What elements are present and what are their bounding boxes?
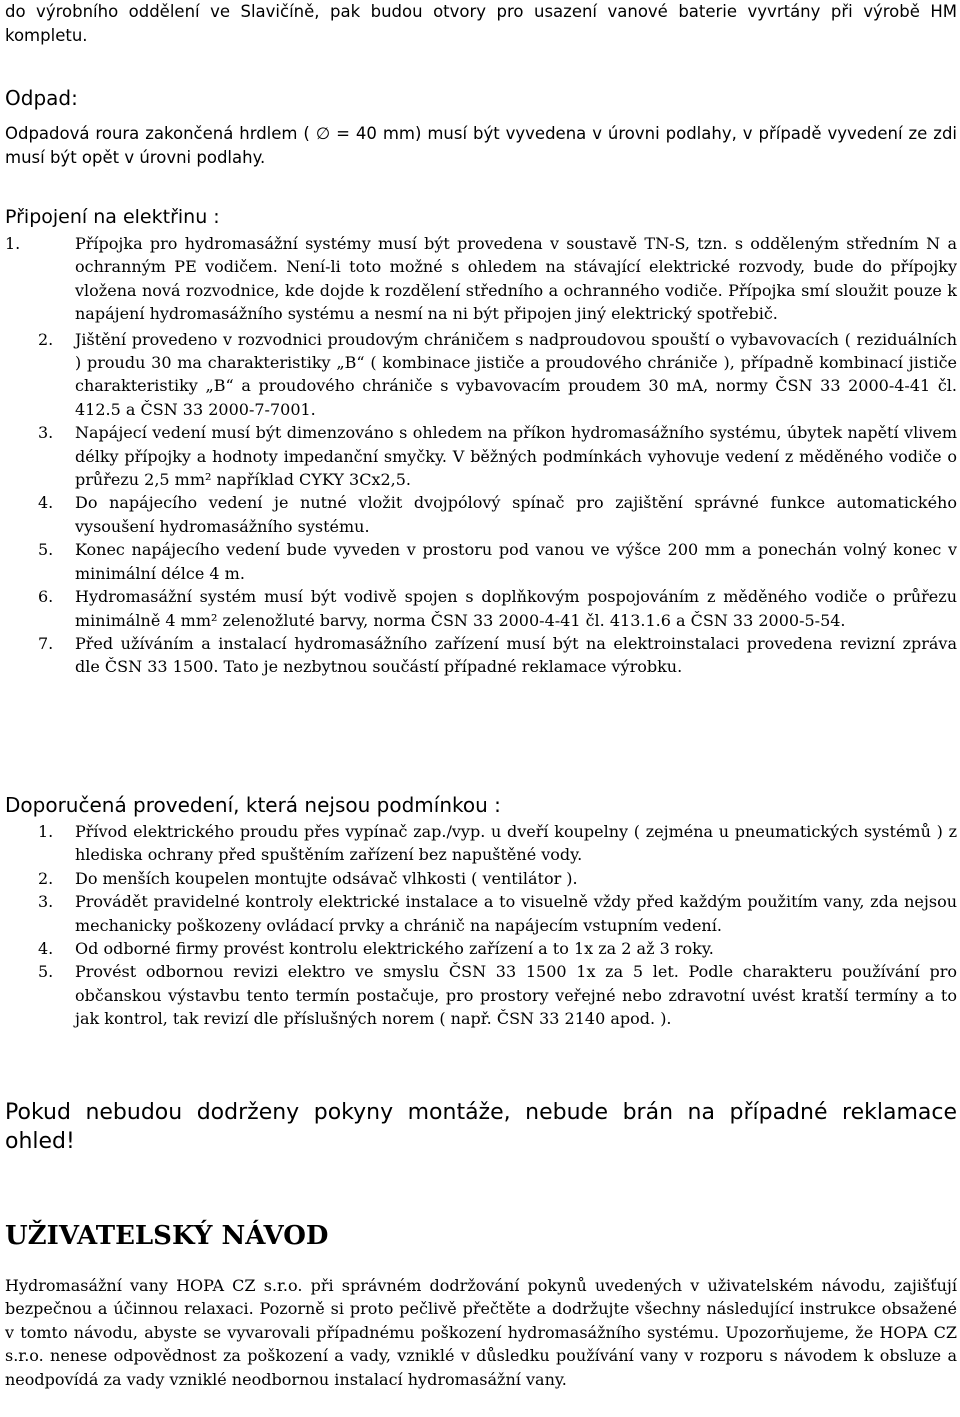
item-number: 4.	[38, 939, 54, 959]
electric-item	[5, 421, 957, 491]
item-number: 7.	[38, 633, 54, 653]
recommended-item	[5, 890, 957, 937]
item-number: 5.	[38, 962, 54, 982]
item-text: Jištění provedeno v rozvodnici proudovým chráničem s nadproudovou spouští o vybavovacích ( reziduálních ) proudu 30 ma charakteristiky „B“ ( kombinace jističe a proudového chrániče ), případně kombinací jističe charakteristiky „B“ a proudového chrániče s vybavovacím proudem 30 mA, normy ČSN 33 2000-4-41 čl. 412.5 a ČSN 33 2000-7-7001.	[75, 329, 957, 419]
item-text: Napájecí vedení musí být dimenzováno s ohledem na příkon hydromasážního systému, úbytek napětí vlivem délky přípojky a hodnoty impedanční smyčky. V běžných podmínkách vyhovuje vedení z měděného vodiče o průřezu 2,5 mm² například CYKY 3Cx2,5.	[75, 423, 957, 490]
electric-item	[5, 585, 957, 632]
item-text: Do menších koupelen montujte odsávač vlhkosti ( ventilátor ).	[75, 868, 578, 888]
recommended-item	[5, 820, 957, 867]
item-number: 1.	[5, 234, 21, 253]
recommended-item	[5, 960, 957, 1030]
item-number: 6.	[38, 587, 54, 607]
item-number: 2.	[38, 868, 54, 888]
item-number: 1.	[38, 822, 54, 841]
electric-item	[5, 232, 957, 326]
odpad-paragraph: Odpadová roura zakončená hrdlem ( ∅ = 40 mm) musí být vyvedena v úrovni podlahy, v případě vyvedení ze zdi musí být opět v úrovni podlahy.	[5, 124, 957, 167]
item-number: 3.	[38, 423, 54, 443]
electric-list	[5, 232, 957, 679]
item-number: 2.	[38, 329, 54, 349]
recommended-heading: Doporučená provedení, která nejsou podmínkou :	[5, 793, 501, 817]
item-text: Hydromasážní systém musí být vodivě spojen s doplňkovým pospojováním z měděného vodiče o průřezu minimálně 4 mm² zelenožluté barvy, norma ČSN 33 2000-4-41 čl. 413.1.6 a ČSN 33 2000-5-54.	[75, 587, 957, 630]
electric-item	[5, 632, 957, 679]
intro-paragraph: do výrobního oddělení ve Slavičíně, pak budou otvory pro usazení vanové baterie vyvrtány při výrobě HM kompletu.	[5, 2, 957, 45]
item-text: Přívod elektrického proudu přes vypínač zap./vyp. u dveří koupelny ( zejména u pneumatických systémů ) z hlediska ochrany před spuštěním zařízení bez napuštěné vody.	[75, 822, 957, 865]
item-text: Od odborné firmy provést kontrolu elektrického zařízení a to 1x za 2 až 3 roky.	[75, 939, 714, 959]
recommended-item	[5, 937, 957, 960]
item-number: 5.	[38, 540, 54, 560]
item-text: Do napájecího vedení je nutné vložit dvojpólový spínač pro zajištění správné funkce automatického vysoušení hydromasážního systému.	[75, 493, 957, 536]
item-text: Konec napájecího vedení bude vyveden v prostoru pod vanou ve výšce 200 mm a ponechán volný konec v minimální délce 4 m.	[75, 540, 957, 583]
item-number: 4.	[38, 493, 54, 513]
item-text: Provést odbornou revizi elektro ve smyslu ČSN 33 1500 1x za 5 let. Podle charakteru používání pro občanskou výstavbu tento termín postačuje, pro prostory veřejné nebo zdravotní uvést kratší termíny a to jak kontrol, tak revizí dle příslušných norem ( např. ČSN 33 2140 apod. ).	[75, 962, 957, 1029]
item-text: Přípojka pro hydromasážní systémy musí být provedena v soustavě TN-S, tzn. s odděleným středním N a ochranným PE vodičem. Není-li toto možné s ohledem na stávající elektrické rozvody, bude do přípojky vložena nová rozvodnice, kde dojde k rozdělení středního a ochranného vodiče. Přípojka smí sloužit pouze k napájení hydromasážního systému a nesmí na ni být připojen jiný elektrický spotřebič.	[75, 234, 957, 324]
manual-title: UŽIVATELSKÝ NÁVOD	[5, 1221, 329, 1251]
item-text: Před užíváním a instalací hydromasážního zařízení musí být na elektroinstalaci provedena revizní zpráva dle ČSN 33 1500. Tato je nezbytnou součástí případné reklamace výrobku.	[75, 633, 957, 677]
item-number: 3.	[38, 892, 54, 912]
manual-body: Hydromasážní vany HOPA CZ s.r.o. při správném dodržování pokynů uvedených v uživatelském návodu, zajišťují bezpečnou a účinnou relaxaci. Pozorně si proto pečlivě přečtěte a dodržujte všechny následující instrukce obsažené v tomto návodu, abyste se vyvarovali případnému poškození hydromasážního systému. Upozorňujeme, že HOPA CZ s.r.o. nenese odpovědnost za poškození a vady, vzniklé v důsledku používání vany v rozporu s návodem k obsluze a neodpovídá za vady vzniklé neodbornou instalací hydromasážní vany.	[5, 1276, 957, 1389]
electric-item	[5, 538, 957, 585]
installation-warning: Pokud nebudou dodrženy pokyny montáže, nebude brán na případné reklamace ohled!	[5, 1100, 957, 1154]
electric-item	[5, 328, 957, 422]
electric-heading: Připojení na elektřinu :	[5, 206, 220, 228]
odpad-heading: Odpad:	[5, 86, 78, 110]
recommended-item	[5, 867, 957, 890]
electric-item	[5, 491, 957, 538]
recommended-list	[5, 820, 957, 1031]
item-text: Provádět pravidelné kontroly elektrické instalace a to visuelně vždy před každým použitím vany, zda nejsou mechanicky poškozeny ovládací prvky a chránič na napájecím vstupním vedení.	[75, 892, 957, 935]
